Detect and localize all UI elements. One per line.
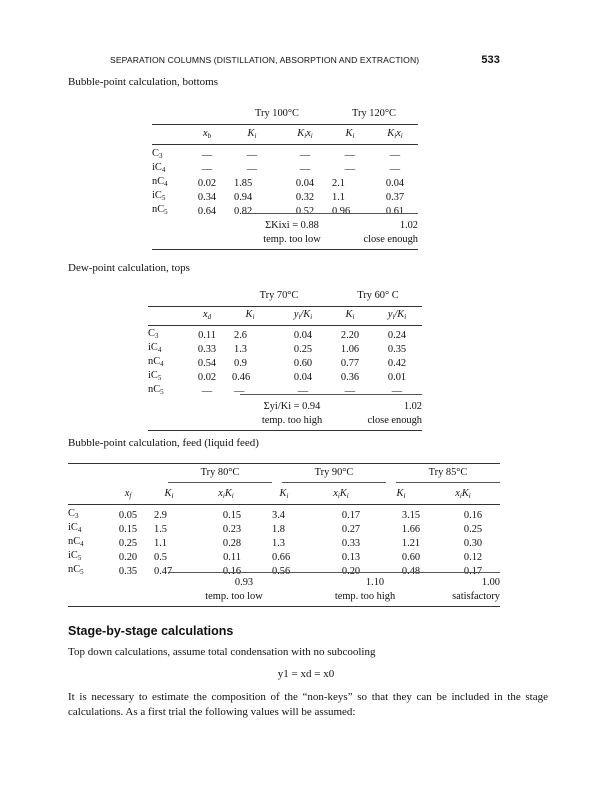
bottoms-body: [152, 148, 418, 218]
tops-col-K2: $K_i$: [345, 309, 355, 321]
cell: 1.66: [401, 523, 421, 535]
feed-note3: satisfactory: [452, 591, 500, 602]
cell: 0.13: [341, 551, 361, 563]
tops-bottom-rule: [148, 430, 422, 431]
bottoms-col-Kx1: $K_ix_i$: [297, 128, 313, 140]
cell: 3.15: [401, 509, 421, 521]
cell: 0.5: [154, 551, 167, 563]
feed-caption: Bubble-point calculation, feed (liquid feed): [68, 437, 259, 449]
cell: 1.1: [154, 537, 167, 549]
cell: 0.17: [463, 565, 483, 577]
feed-sum3: 1.00: [481, 577, 500, 588]
feed-try-80: Try 80°C: [200, 467, 240, 478]
bottoms-col-K2: $K_i$: [345, 128, 355, 140]
bottoms-sum: [242, 220, 418, 245]
cell: —: [299, 149, 311, 161]
table-row: [148, 356, 422, 370]
cell: 0.47: [154, 565, 173, 577]
cell: 1.3: [234, 343, 247, 355]
table-row: [148, 370, 422, 384]
cell: 0.04: [293, 329, 313, 341]
feed-col-xK2: $x_iK_i$: [333, 488, 349, 500]
cell: 0.15: [118, 523, 138, 535]
feed-col-K2: $K_i$: [279, 488, 289, 500]
cell: —: [246, 163, 258, 175]
feed-try3-rule: [396, 482, 500, 483]
feed-try-85: Try 85°C: [428, 467, 468, 478]
cell: 2.6: [234, 329, 247, 341]
cell: 0.16: [463, 509, 483, 521]
cell: —: [389, 149, 401, 161]
cell: 0.04: [385, 177, 405, 189]
table-row: [148, 328, 422, 342]
table-row: [68, 508, 510, 522]
tops-caption: Dew-point calculation, tops: [68, 262, 190, 274]
cell: 2.20: [340, 329, 360, 341]
cell: 0.54: [197, 357, 217, 369]
feed-sum2: 1.10: [365, 577, 385, 588]
bottoms-try-100: Try 100°C: [255, 108, 299, 119]
bottoms-col-xb: $x_b$: [202, 128, 212, 140]
comp-label: $iC_4$: [68, 522, 82, 534]
cell: —: [201, 163, 213, 175]
cell: 0.20: [118, 551, 138, 563]
table-row: [148, 342, 422, 356]
bottoms-col-Kx2: $K_ix_i$: [387, 128, 403, 140]
feed-try-90: Try 90°C: [314, 467, 354, 478]
cell: 0.23: [222, 523, 242, 535]
feed-sum: [168, 577, 500, 602]
equation: y1 = xd = x0: [277, 668, 335, 680]
feed-sum-rule: [168, 572, 500, 573]
bottoms-col-header: [152, 128, 418, 142]
cell: 0.9: [234, 357, 247, 369]
comp-label: $iC_5$: [148, 370, 162, 382]
cell: 0.77: [340, 357, 360, 369]
cell: 0.27: [341, 523, 361, 535]
cell: —: [344, 149, 356, 161]
cell: 0.25: [293, 343, 313, 355]
cell: 0.42: [387, 357, 407, 369]
cell: 0.25: [463, 523, 483, 535]
feed-note2: temp. too high: [334, 591, 396, 602]
cell: 0.61: [385, 205, 405, 217]
feed-header-rule: [68, 504, 500, 505]
cell: —: [299, 163, 311, 175]
cell: —: [246, 149, 258, 161]
cell: 1.8: [272, 523, 285, 535]
bottoms-note2: close enough: [363, 234, 418, 245]
tops-col-yK1: $y_i/K_i$: [293, 309, 313, 321]
cell: 0.60: [293, 357, 313, 369]
feed-col-xK1: $x_iK_i$: [218, 488, 234, 500]
tops-col-xd: $x_d$: [202, 309, 212, 321]
feed-try-header: [68, 467, 500, 478]
comp-label: $C_3$: [148, 328, 159, 340]
cell: 0.20: [341, 565, 361, 577]
table-row: [152, 176, 418, 190]
bottoms-sum2: 1.02: [399, 220, 418, 231]
cell: 0.34: [197, 191, 217, 203]
table-row: [68, 522, 510, 536]
page-number: 533: [481, 54, 500, 66]
comp-label: $nC_5$: [68, 564, 84, 576]
cell: —: [344, 163, 356, 175]
cell: 0.36: [340, 371, 360, 383]
cell: 0.02: [197, 177, 217, 189]
table-row: [152, 204, 418, 218]
cell: 0.37: [385, 191, 405, 203]
bottoms-try-header: [152, 108, 418, 119]
feed-col-K1: $K_i$: [164, 488, 174, 500]
table-row: [68, 536, 510, 550]
comp-label: $iC_5$: [152, 190, 166, 202]
cell: 0.11: [198, 329, 216, 341]
feed-col-header: [68, 488, 500, 502]
cell: 0.11: [223, 551, 241, 563]
cell: 0.60: [401, 551, 421, 563]
cell: —: [297, 385, 309, 397]
cell: —: [391, 385, 403, 397]
comp-label: $nC_5$: [148, 384, 164, 396]
feed-top-rule: [68, 463, 500, 464]
cell: 0.64: [197, 205, 217, 217]
cell: 0.96: [332, 205, 351, 217]
header-title: SEPARATION COLUMNS (DISTILLATION, ABSORPTION AND EXTRACTION): [110, 55, 420, 65]
tops-sum-rule: [240, 394, 422, 395]
cell: 0.15: [222, 509, 242, 521]
cell: 0.12: [463, 551, 483, 563]
cell: 0.48: [401, 565, 421, 577]
tops-body: [148, 328, 422, 398]
feed-col-K3: $K_i$: [396, 488, 406, 500]
cell: —: [201, 385, 213, 397]
cell: 0.28: [222, 537, 242, 549]
cell: 0.02: [197, 371, 217, 383]
tops-note2: close enough: [367, 415, 422, 426]
cell: 0.35: [387, 343, 407, 355]
tops-sum1: Σyi/Ki = 0.94: [263, 401, 321, 412]
bottoms-sum1: ΣKixi = 0.88: [265, 220, 319, 231]
cell: 0.04: [293, 371, 313, 383]
cell: 1.1: [332, 191, 345, 203]
tops-try-header: [148, 290, 422, 301]
bottoms-header-rule: [152, 144, 418, 145]
tops-header-rule: [148, 325, 422, 326]
comp-label: $C_3$: [68, 508, 79, 520]
comp-label: $nC_5$: [152, 204, 168, 216]
cell: 1.21: [401, 537, 421, 549]
bottoms-col-K1: $K_i$: [247, 128, 257, 140]
table-row: [148, 384, 422, 398]
tops-col-K1: $K_i$: [245, 309, 255, 321]
cell: 0.35: [118, 565, 138, 577]
paragraph-2: It is necessary to estimate the composition of the “non-keys” so that they can be included in the stage calculations. As a first trial the following values will be assumed:: [68, 691, 548, 718]
cell: —: [389, 163, 401, 175]
tops-sum: [240, 401, 422, 426]
cell: 2.1: [332, 177, 345, 189]
tops-col-yK2: $y_i/K_i$: [387, 309, 407, 321]
cell: 0.56: [272, 565, 291, 577]
cell: 0.16: [222, 565, 242, 577]
comp-label: $nC_4$: [68, 536, 84, 548]
cell: 1.3: [272, 537, 285, 549]
comp-label: $C_3$: [152, 148, 163, 160]
cell: 1.5: [154, 523, 167, 535]
table-row: [152, 190, 418, 204]
comp-label: $iC_4$: [152, 162, 166, 174]
cell: 0.46: [232, 371, 251, 383]
cell: —: [234, 385, 245, 397]
cell: 0.30: [463, 537, 483, 549]
bottoms-note1: temp. too low: [263, 234, 321, 245]
comp-label: $nC_4$: [152, 176, 168, 188]
cell: —: [201, 149, 213, 161]
feed-note1: temp. too low: [205, 591, 263, 602]
cell: 1.85: [234, 177, 253, 189]
cell: 0.17: [341, 509, 361, 521]
comp-label: $iC_4$: [148, 342, 162, 354]
feed-col-xK3: $x_iK_i$: [455, 488, 471, 500]
cell: 0.33: [341, 537, 361, 549]
bottoms-bottom-rule: [152, 249, 418, 250]
tops-sum2: 1.02: [403, 401, 422, 412]
tops-note1: temp. too high: [261, 415, 323, 426]
cell: 0.01: [387, 371, 407, 383]
tops-col-header: [148, 309, 422, 323]
cell: 0.52: [295, 205, 315, 217]
bottoms-top-rule: [152, 124, 418, 125]
feed-sum1: 0.93: [234, 577, 254, 588]
cell: 0.33: [197, 343, 217, 355]
cell: 0.05: [118, 509, 138, 521]
cell: 2.9: [154, 509, 167, 521]
table-row: [152, 148, 418, 162]
feed-col-xf: $x_f$: [124, 488, 132, 500]
cell: 0.25: [118, 537, 138, 549]
bottoms-try-120: Try 120°C: [352, 108, 396, 119]
feed-try1-rule: [168, 482, 272, 483]
cell: 0.32: [295, 191, 315, 203]
paragraph-1: Top down calculations, assume total condensation with no subcooling: [68, 646, 376, 658]
cell: 0.66: [272, 551, 291, 563]
cell: —: [344, 385, 356, 397]
cell: 0.04: [295, 177, 315, 189]
tops-top-rule: [148, 306, 422, 307]
feed-try2-rule: [282, 482, 386, 483]
feed-body: [68, 508, 510, 578]
bottoms-sum-rule: [242, 213, 418, 214]
section-title: Stage-by-stage calculations: [68, 624, 234, 638]
tops-try-70: Try 70°C: [259, 290, 299, 301]
tops-try-60: Try 60° C: [357, 290, 399, 301]
cell: 0.24: [387, 329, 407, 341]
cell: 0.94: [234, 191, 253, 203]
cell: 0.82: [234, 205, 253, 217]
running-header: [110, 55, 500, 65]
cell: 1.06: [340, 343, 360, 355]
cell: 3.4: [272, 509, 285, 521]
bottoms-caption: Bubble-point calculation, bottoms: [68, 76, 219, 88]
table-row: [68, 550, 510, 564]
comp-label: $iC_5$: [68, 550, 82, 562]
table-row: [152, 162, 418, 176]
feed-bottom-rule: [68, 606, 500, 607]
table-row: [68, 564, 510, 578]
comp-label: $nC_4$: [148, 356, 164, 368]
